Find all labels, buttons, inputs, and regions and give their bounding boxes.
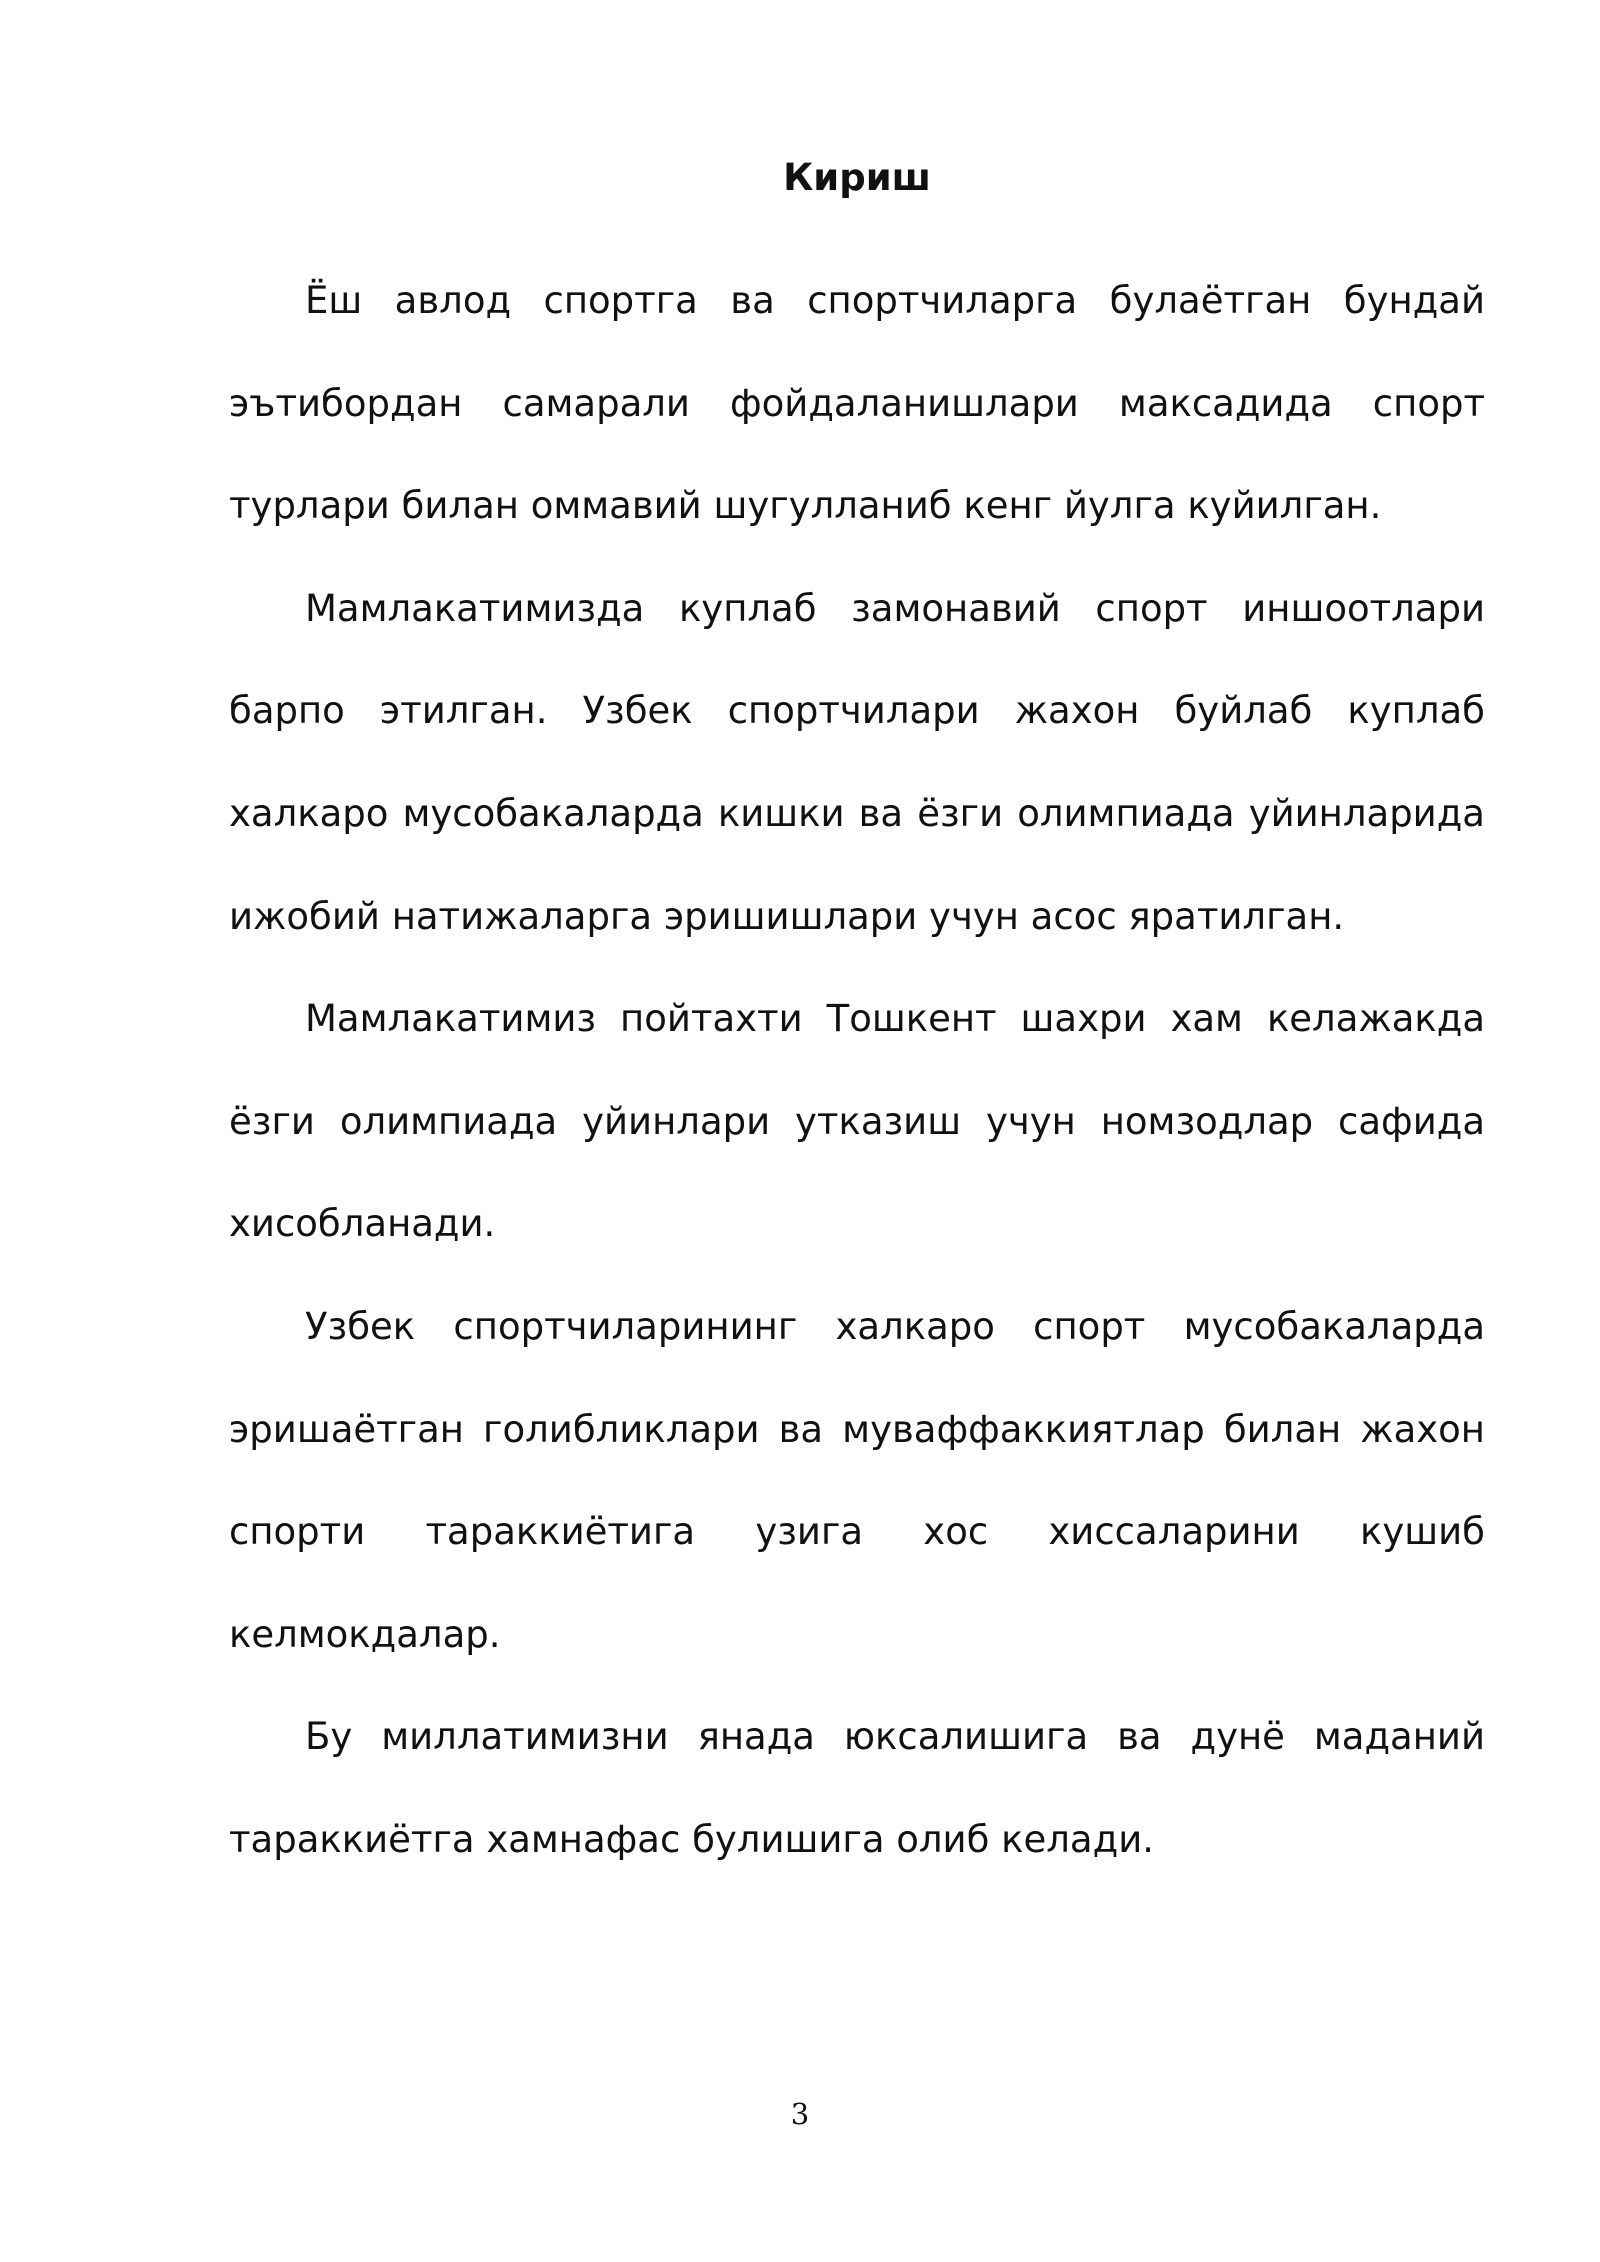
- paragraph-3: Мамлакатимиз пойтахти Тошкент шахри хам келажакда ёзги олимпиада уйинлари утказиш учун номзодлар сафида хисобланади.: [229, 997, 1485, 1246]
- paragraph-4: Узбек спортчиларининг халкаро спорт мусобакаларда эришаётган голибликлари ва муваффаккиятлар билан жахон спорти тараккиётига узига хос хиссаларини кушиб келмокдалар.: [229, 1304, 1485, 1656]
- paragraph-5: Бу миллатимизни янада юксалишига ва дунё маданий тараккиётга хамнафас булишига олиб келади.: [229, 1715, 1485, 1861]
- body-text: [229, 250, 1485, 1892]
- paragraph-1: Ёш авлод спортга ва спортчиларга булаётган бундай эътибордан самарали фойдаланишлари максадида спорт турлари билан оммавий шугулланиб кенг йулга куйилган.: [229, 279, 1485, 528]
- page-number: 3: [790, 2097, 810, 2131]
- paragraph-2: Мамлакатимизда куплаб замонавий спорт иншоотлари барпо этилган. Узбек спортчилари жахон буйлаб куплаб халкаро мусобакаларда кишки ва ёзги олимпиада уйинларида ижобий натижаларга эришишлари учун асос яратилган.: [229, 586, 1485, 938]
- section-heading: Кириш: [783, 156, 931, 199]
